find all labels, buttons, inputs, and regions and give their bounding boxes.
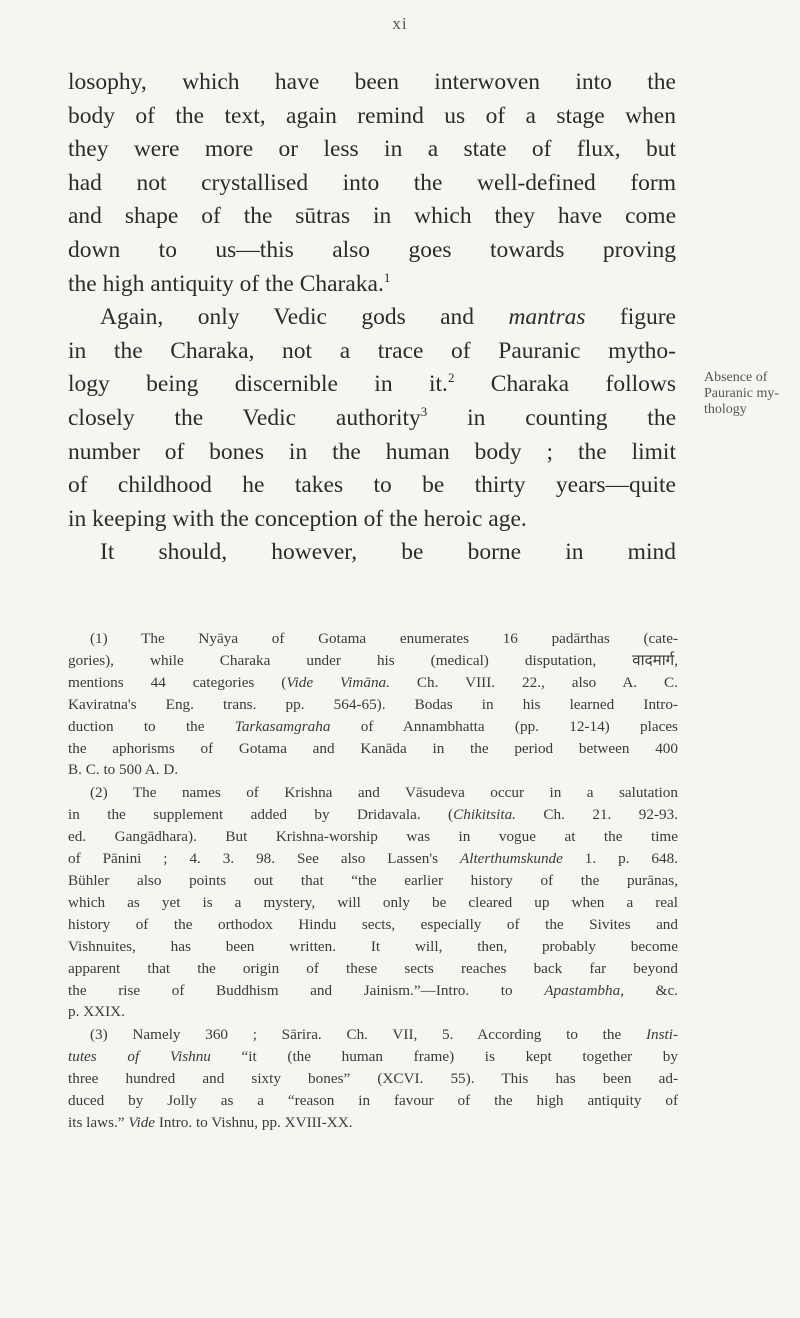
footnote-3: (3) Namely 360 ; Sārira. Ch. VII, 5. According to the Insti- tutes of Vishnu “it (the human frame) is kept together by three hundred and sixty bones” (XCVI. 55). This has been ad- duced by Jolly as a “reason in favour of the high antiquity of its laws.” Vide Intro. to Vishnu, pp. XVIII-XX. (68, 1026, 678, 1131)
footnote-1: (1) The Nyāya of Gotama enumerates 16 padārthas (cate- gories), while Charaka under his (medical) disputation, वादमार्ग, mentions 44 categories (Vide Vimāna. Ch. VIII. 22., also A. C. Kaviratna's Eng. trans. pp. 564-65). Bodas in his learned Intro- duction to the Tarkasamgraha of Annambhatta (pp. 12-14) places the aphorisms of Gotama and Kanāda in the period between 400 B. C. to 500 A. D. (68, 630, 678, 779)
text-line: the high antiquity of the Charaka.$^1$ (68, 269, 391, 297)
text-line: number of bones in the human body ; the limit (68, 438, 676, 465)
footnotes (68, 628, 678, 1135)
text-line: of childhood he takes to be thirty years—quite (68, 472, 676, 499)
text-line: had not crystallised into the well-defined form (68, 169, 676, 196)
footnote-2: (2) The names of Krishna and Vāsudeva occur in a salutation in the supplement added by Dridavala. (Chikitsita. Ch. 21. 92-93. ed. Gangādhara). But Krishna-worship was in vogue at the time of Pānini ; 4. 3. 98. See also Lassen's Alterthumskunde 1. p. 648. Bühler also points out that “the earlier history of the purānas, which as yet is a mystery, will only be cleared up when a real history of the orthodox Hindu sects, especially of the Sivites and Vishnuites, has been written. It will, then, probably become apparent that the origin of these sects reaches back far beyond the rise of Buddhism and Jainism.”—Intro. to Apastambha, &c. p. XXIX. (68, 784, 678, 1021)
page-number: xi (392, 14, 408, 33)
text-line: It should, however, be borne in mind (100, 539, 676, 566)
text-line: down to us—this also goes towards proving (68, 236, 676, 263)
footnote-ref-2[interactable]: 2 (447, 370, 455, 386)
footnote-ref-1[interactable]: 1 (383, 269, 391, 285)
text-line: in the Charaka, not a trace of Pauranic mytho- (68, 337, 676, 364)
text-line: body of the text, again remind us of a stage when (68, 102, 676, 129)
text-line: in keeping with the conception of the heroic age. (68, 505, 527, 532)
marginal-note: Absence of Pauranic my- thology (704, 370, 780, 417)
main-text (68, 66, 676, 570)
text-line: and shape of the sūtras in which they have come (68, 203, 676, 230)
text-line: closely the Vedic authority$^3$ in counting the (68, 404, 677, 431)
text-line: losophy, which have been interwoven into the (68, 69, 676, 95)
text-line: logy being discernible in it.$^2$ Charaka follows (68, 370, 676, 398)
text-line: they were more or less in a state of flux, but (68, 136, 676, 163)
text-line: Again, only Vedic gods and mantras figure (100, 304, 676, 331)
footnote-ref-3[interactable]: 3 (420, 404, 428, 420)
